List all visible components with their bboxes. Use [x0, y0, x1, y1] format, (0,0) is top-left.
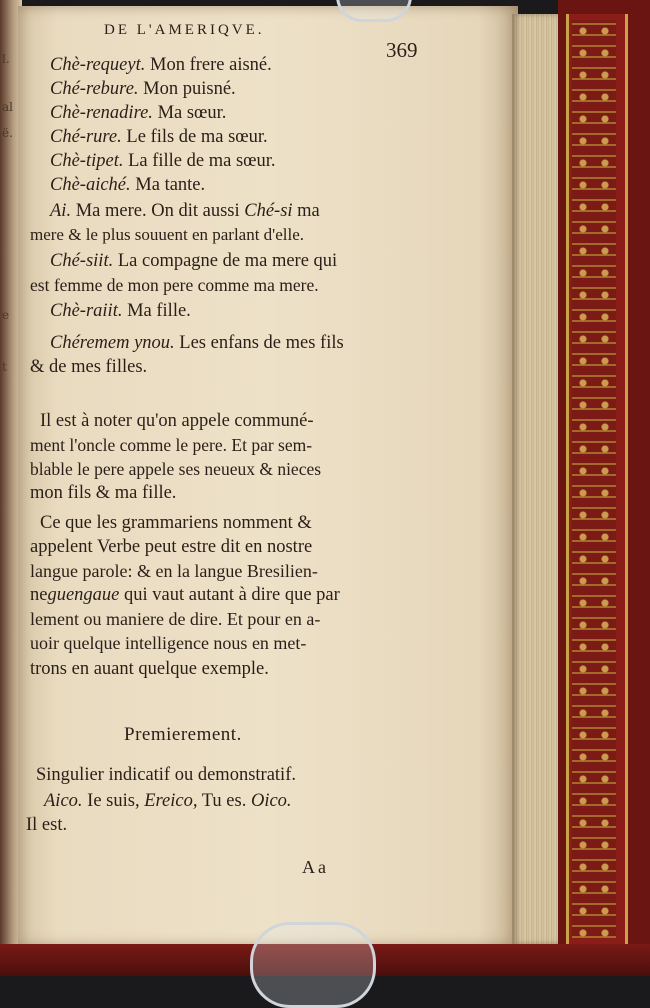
- conjugation-line-2: Il est.: [26, 815, 68, 835]
- page-block-edges: [512, 14, 562, 944]
- entry-term: Ché-si: [244, 201, 293, 221]
- entry-term: Chè-renadire.: [50, 103, 153, 123]
- entry-gloss: Tu es.: [201, 791, 247, 811]
- facing-page-edge: [0, 30, 14, 930]
- page-number: 369: [386, 38, 418, 62]
- entry-gloss: ma: [297, 201, 320, 221]
- chesiit-entry-line1: [50, 250, 337, 273]
- entry-gloss: Ma sœur.: [157, 103, 227, 123]
- entry-term: Ché-rebure.: [50, 79, 139, 99]
- paragraph-line: trons en auant quelque exemple.: [30, 659, 269, 679]
- cheraiit-entry-line: [50, 300, 191, 323]
- entry-term: Ché-siit.: [50, 251, 114, 271]
- entry-gloss: La fille de ma sœur.: [128, 151, 276, 171]
- entry-gloss: Les enfans de mes fils: [179, 333, 344, 353]
- page-clip: [250, 922, 376, 1008]
- paragraph-line: mon fils & ma fille.: [30, 483, 177, 503]
- ai-entry-line1: [50, 200, 320, 223]
- paragraph-line: langue parole: & en la langue Bresilien-: [30, 561, 318, 581]
- section-heading: Premierement.: [124, 724, 242, 745]
- entry-term: guengaue: [47, 585, 120, 605]
- margin-glyph: ë.: [2, 126, 13, 140]
- entry-term: Chè-raiit.: [50, 301, 123, 321]
- entry-gloss: La compagne de ma mere qui: [117, 251, 338, 271]
- ai-entry-line2: mere & le plus souuent en parlant d'elle.: [30, 225, 305, 244]
- entry-term: Chéremem ynou.: [50, 333, 175, 353]
- entry-gloss: Le fils de ma sœur.: [126, 127, 268, 147]
- entry-line: [50, 102, 226, 125]
- entry-gloss: Ma mere. On dit aussi: [75, 201, 240, 221]
- entry-term: Chè-requeyt.: [50, 55, 146, 75]
- entry-term: Chè-aiché.: [50, 175, 131, 195]
- margin-glyph: e: [2, 308, 10, 322]
- paragraph-line: ment l'oncle comme le pere. Et par sem-: [30, 435, 313, 455]
- paragraph-line: Ce que les grammariens nomment &: [40, 513, 312, 533]
- margin-glyph: t: [2, 360, 7, 374]
- entry-line: [50, 78, 236, 101]
- entry-gloss: Mon puisné.: [143, 79, 236, 99]
- entry-gloss: Mon frere aisné.: [150, 55, 272, 75]
- paragraph-text: ne: [30, 585, 48, 605]
- entry-line: [50, 174, 205, 197]
- entry-gloss: Ma tante.: [135, 175, 206, 195]
- entry-term: Ché-rure.: [50, 127, 122, 147]
- entry-gloss: Ie suis,: [87, 791, 140, 811]
- paragraph-text: qui vaut autant à dire que par: [124, 585, 340, 605]
- entry-term: Oico.: [250, 791, 292, 811]
- entry-term: Ereico,: [144, 791, 198, 811]
- running-head: DE L'AMERIQVE.: [104, 22, 265, 38]
- entry-term: Chè-tipet.: [50, 151, 124, 171]
- paragraph-line: [30, 584, 340, 607]
- paragraph-line: appelent Verbe peut estre dit en nostre: [30, 537, 313, 557]
- margin-glyph: l.: [2, 52, 10, 66]
- margin-glyph: al: [2, 100, 13, 114]
- paragraph-line: Il est à noter qu'on appele communé-: [40, 411, 314, 431]
- paragraph-line: uoir quelque intelligence nous en met-: [30, 633, 307, 653]
- chesiit-entry-line2: est femme de mon pere comme ma mere.: [30, 275, 319, 295]
- gilt-tooling-pattern: [572, 20, 616, 938]
- entry-line: [50, 126, 268, 149]
- entry-term: Ai.: [50, 201, 72, 221]
- paragraph-line: lement ou maniere de dire. Et pour en a-: [30, 609, 321, 629]
- cheremem-entry-line1: [50, 332, 344, 355]
- entry-line: [50, 54, 272, 77]
- conjugation-line: [44, 790, 292, 813]
- entry-term: Aico.: [44, 791, 83, 811]
- entry-line: [50, 150, 276, 173]
- signature-mark: Aa: [302, 857, 329, 877]
- cheremem-entry-line2: & de mes filles.: [30, 357, 148, 377]
- paragraph-line: blable le pere appele ses neueux & nieces: [30, 459, 322, 479]
- singular-heading: Singulier indicatif ou demonstratif.: [36, 765, 296, 785]
- entry-gloss: Ma fille.: [127, 301, 191, 321]
